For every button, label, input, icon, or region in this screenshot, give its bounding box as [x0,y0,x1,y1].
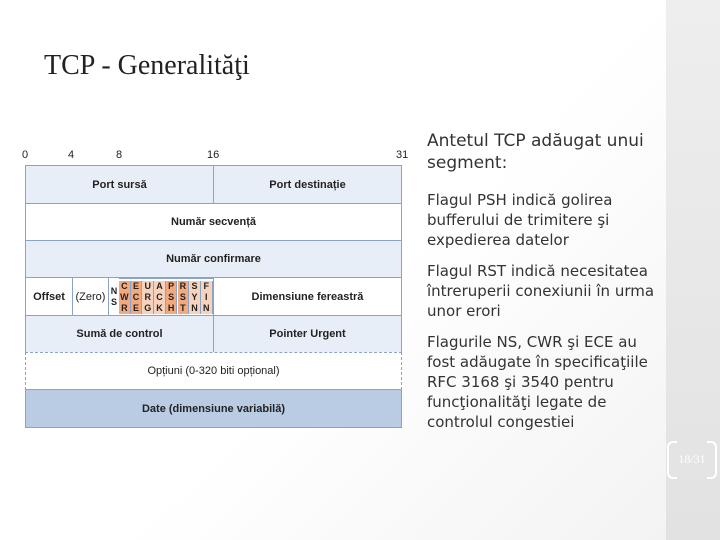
field-options: Opțiuni (0-320 biti opțional) [25,352,402,390]
field-ack-number: Număr confirmare [25,240,402,278]
bit-label: 16 [207,149,220,161]
flag-letter: C [156,292,163,302]
right-bracket-icon [707,441,717,479]
bullet-item: Flagul PSH indică golirea bufferului de trimitere şi expedierea datelor [427,191,613,249]
bit-label: 31 [396,149,409,161]
field-sequence-number: Număr secvență [25,203,402,241]
flag-letter: S [191,281,198,291]
left-bracket-icon [667,441,677,479]
flag-letter: N [191,303,198,313]
flag-urg [142,281,154,314]
flag-letter: W [120,292,129,302]
flag-syn [189,281,201,314]
flag-ece [131,281,143,314]
bullet-item: Flagurile NS, CWR şi ECE au fost adăugate în specificaţiile RFC 3168 şi 3540 pentru funcţionalităţi legate de controlul congestiei [427,333,648,431]
field-offset: Offset [25,277,73,316]
flag-letter: R [179,281,187,291]
field-dest-port: Port destinație [213,165,402,204]
field-zero: (Zero) [72,277,109,316]
flag-letter: T [180,303,186,313]
flag-letter: E [133,281,140,291]
flag-ack [154,281,166,314]
flag-letter: K [156,303,163,313]
field-window-size: Dimensiune fereastră [213,277,402,316]
flag-letter: S [110,296,117,307]
flag-letter: Y [191,292,198,302]
flag-letter: P [168,281,175,291]
bit-label: 4 [68,149,75,161]
field-checksum: Sumă de control [25,315,214,353]
control-flags [119,278,213,317]
bit-label: 8 [116,149,123,161]
flag-letter: H [167,303,175,313]
field-source-port: Port sursă [25,165,214,204]
page-number [667,441,717,477]
bullet-item: Flagul RST indică necesitatea întreruperii conexiunii în urma unor erori [427,262,655,320]
flag-letter: N [202,303,210,313]
flag-cwr [119,281,131,314]
flag-letter: C [121,281,128,291]
flag-letter: R [121,303,128,313]
flag-letter: R [144,292,151,302]
bullet-list [427,130,659,443]
flag-fin [201,281,213,314]
flag-rst [178,281,190,314]
flag-psh [166,281,178,314]
flag-letter: S [168,292,175,302]
flag-letter: E [133,303,140,313]
slide-title: TCP - Generalităţi [44,50,250,81]
flag-letter: G [144,303,152,313]
field-data: Date (dimensiune variabilă) [25,389,402,428]
flag-letter: U [144,281,151,291]
flag-letter: A [156,281,163,291]
page-number-text: 18/31 [678,451,706,466]
bullet-heading: Antetul TCP adăugat unui segment: [427,131,644,173]
flag-letter: S [179,292,186,302]
flag-letter: C [132,292,140,302]
flag-letter: I [204,292,208,302]
flag-letter: F [203,281,209,291]
flag-letter: N [110,285,118,296]
field-urgent-pointer: Pointer Urgent [213,315,402,353]
bit-label: 0 [22,149,29,161]
